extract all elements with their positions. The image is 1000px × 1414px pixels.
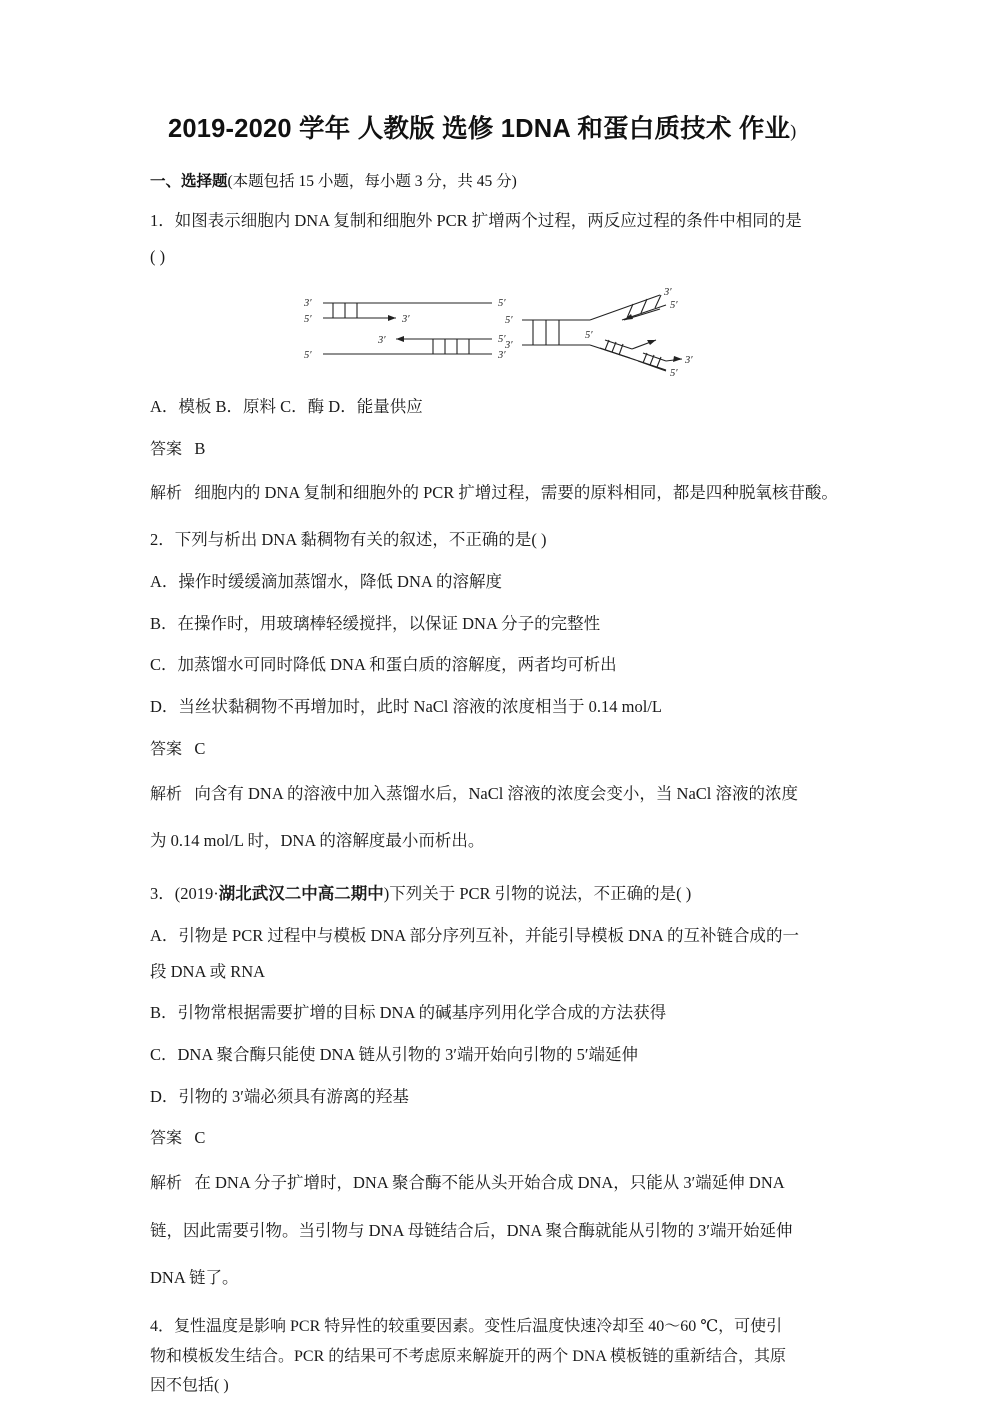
question-2-explanation-line2: 为 0.14 mol/L 时，DNA 的溶解度最小而析出。 xyxy=(150,831,485,851)
figure-label-3prime-a: 3′ xyxy=(304,297,312,309)
question-3-explanation-line1 xyxy=(150,1167,870,1200)
explanation-label-2: 解析 xyxy=(150,785,183,803)
answer-label-1: 答案 xyxy=(150,440,183,458)
figure-label-3prime-c: 3′ xyxy=(378,334,386,346)
question-2-option-b: B．在操作时，用玻璃棒轻缓搅拌，以保证 DNA 分子的完整性 xyxy=(150,613,601,633)
figure-label-5prime-b: 5′ xyxy=(498,297,506,309)
question-3-answer xyxy=(150,1125,870,1152)
section-heading-bold: 一、选择题 xyxy=(150,173,228,191)
figure-label-5prime-d: 5′ xyxy=(304,349,312,361)
question-3-explanation-line2: 链，因此需要引物。当引物与 DNA 母链结合后，DNA 聚合酶就能从引物的 3′端开始延伸 xyxy=(150,1221,793,1241)
section-heading xyxy=(150,169,870,191)
answer-value-2: C xyxy=(194,738,206,758)
question-1-options: A．模板 B．原料 C．酶 D．能量供应 xyxy=(150,396,423,416)
explanation-label-3: 解析 xyxy=(150,1175,183,1193)
question-3-stem-suffix: )下列关于 PCR 引物的说法，不正确的是( ) xyxy=(383,884,692,904)
question-1-answer xyxy=(150,436,870,463)
question-3-option-a-cont: 段 DNA 或 RNA xyxy=(150,961,266,981)
question-4-stem-line2: 物和模板发生结合。PCR 的结果可不考虑原来解旋开的两个 DNA 模板链的重新结合，其原 xyxy=(150,1347,787,1365)
figure-label-3prime-f: 3′ xyxy=(664,286,672,298)
question-4-stem-line3: 因不包括( ) xyxy=(150,1377,229,1395)
explanation-label-1: 解析 xyxy=(150,485,183,503)
figure-label-5prime-a: 5′ xyxy=(304,313,312,325)
figure-label-5prime-e: 5′ xyxy=(505,314,513,326)
question-3-option-d: D．引物的 3′端必须具有游离的羟基 xyxy=(150,1086,409,1106)
question-1-blank: ( ) xyxy=(150,247,166,267)
question-3-stem-prefix: 3．(2019· xyxy=(150,884,219,904)
question-2-option-a: A．操作时缓缓滴加蒸馏水，降低 DNA 的溶解度 xyxy=(150,571,503,591)
question-1-stem: 1．如图表示细胞内 DNA 复制和细胞外 PCR 扩增两个过程，两反应过程的条件中相同的是 xyxy=(150,211,802,231)
page-title-tail: ) xyxy=(790,121,797,141)
page-title-text: 2019-2020 学年 人教版 选修 1DNA 和蛋白质技术 作业 xyxy=(168,115,791,143)
question-3-option-a: A．引物是 PCR 过程中与模板 DNA 部分序列互补，并能引导模板 DNA 的互补链合成的一 xyxy=(150,925,800,945)
explanation-text-1: 细胞内的 DNA 复制和细胞外的 PCR 扩增过程，需要的原料相同，都是四种脱氧核苷酸。 xyxy=(194,483,838,503)
answer-label-2: 答案 xyxy=(150,740,183,758)
question-3-explanation-line3: DNA 链了。 xyxy=(150,1267,239,1287)
question-2-explanation-line1 xyxy=(150,778,870,811)
question-2-option-d: D．当丝状黏稠物不再增加时，此时 NaCl 溶液的浓度相当于 0.14 mol/L xyxy=(150,697,662,717)
explanation-text-2a: 向含有 DNA 的溶液中加入蒸馏水后，NaCl 溶液的浓度会变小，当 NaCl 溶液的浓度 xyxy=(194,783,799,803)
page-title xyxy=(168,112,870,146)
answer-label-3: 答案 xyxy=(150,1130,183,1148)
document-content xyxy=(150,112,870,1400)
question-2-answer xyxy=(150,736,870,763)
question-1-figure xyxy=(150,287,870,379)
question-1-explanation xyxy=(150,477,870,510)
question-3-option-c: C．DNA 聚合酶只能使 DNA 链从引物的 3′端开始向引物的 5′端延伸 xyxy=(150,1044,639,1064)
figure-label-5prime-f: 5′ xyxy=(585,329,593,341)
figure-label-3prime-e: 3′ xyxy=(505,339,513,351)
figure-label-3prime-g: 3′ xyxy=(685,354,693,366)
figure-label-3prime-b: 3′ xyxy=(402,313,410,325)
question-3-source: 湖北武汉二中高二期中 xyxy=(218,885,384,904)
section-heading-rest: (本题包括 15 小题，每小题 3 分，共 45 分) xyxy=(227,173,517,191)
figure-label-5prime-c: 5′ xyxy=(498,333,506,345)
figure-label-5prime-h: 5′ xyxy=(670,367,678,379)
question-2-option-c: C．加蒸馏水可同时降低 DNA 和蛋白质的溶解度，两者均可析出 xyxy=(150,655,617,675)
explanation-text-3a: 在 DNA 分子扩增时，DNA 聚合酶不能从头开始合成 DNA，只能从 3′端延伸 DNA xyxy=(194,1173,785,1193)
question-4-stem-line1: 4．复性温度是影响 PCR 特异性的较重要因素。变性后温度快速冷却至 40～60 ℃，可使引 xyxy=(150,1318,783,1336)
question-3-option-b: B．引物常根据需要扩增的目标 DNA 的碱基序列用化学合成的方法获得 xyxy=(150,1003,667,1023)
question-2-stem: 2．下列与析出 DNA 黏稠物有关的叙述，不正确的是( ) xyxy=(150,530,547,550)
figure-label-5prime-g: 5′ xyxy=(670,299,678,311)
dna-replication-pcr-diagram xyxy=(300,287,700,379)
question-3-stem xyxy=(150,881,870,908)
answer-value-3: C xyxy=(194,1128,206,1148)
answer-value-1: B xyxy=(194,438,206,458)
figure-label-3prime-d: 3′ xyxy=(498,349,506,361)
